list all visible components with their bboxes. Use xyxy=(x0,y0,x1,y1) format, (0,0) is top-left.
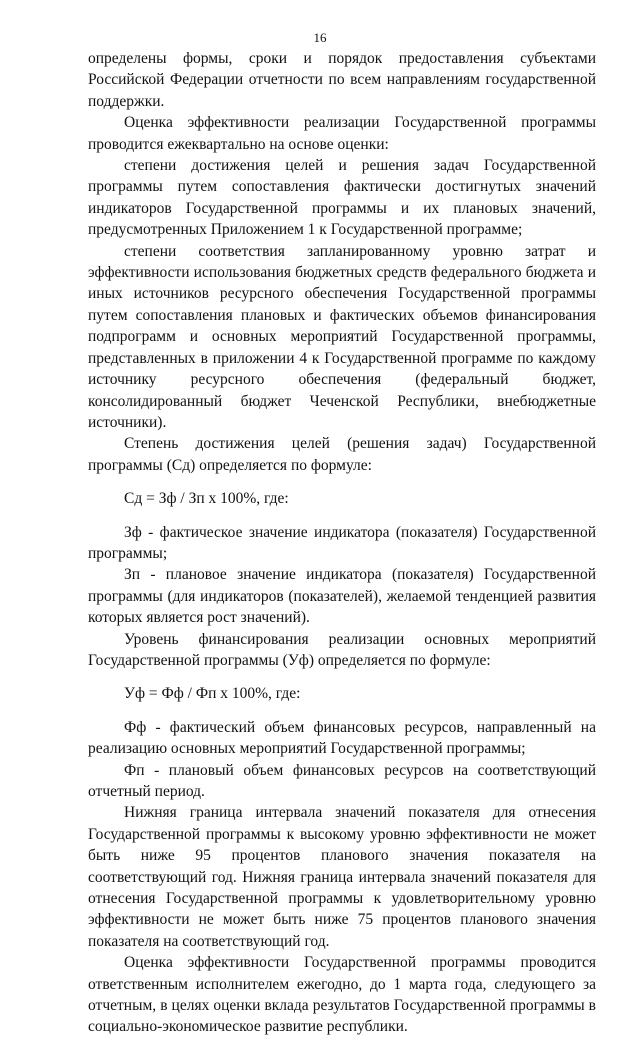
paragraph-sd-definition: Степень достижения целей (решения задач) Государственной программы (Сд) определяется по формуле: xyxy=(88,435,596,474)
paragraph-zf-definition: Зф - фактическое значение индикатора (показателя) Государственной программы; xyxy=(88,523,596,562)
paragraph-evaluation-intro: Оценка эффективности реализации Государственной программы проводится ежеквартально на основе оценки: xyxy=(88,114,596,153)
paragraph-reporting-forms: определены формы, сроки и порядок предоставления субъектами Российской Федерации отчетности по всем направлениям государственной поддержки. xyxy=(88,50,596,110)
paragraph-goal-achievement-degree: степени достижения целей и решения задач Государственной программы путем сопоставления фактически достигнутых значений индикаторов Государственной программы и их плановых значений, предусмотренных Приложением 1 к Государственной программе; xyxy=(88,157,596,239)
paragraph-fp-definition: Фп - плановый объем финансовых ресурсов на соответствующий отчетный период. xyxy=(88,761,596,800)
formula-uf: Уф = Фф / Фп х 100%, где: xyxy=(124,685,301,703)
paragraph-annual-evaluation: Оценка эффективности Государственной программы проводится ответственным исполнителем ежегодно, до 1 марта года, следующего за отчетным, в целях оценки вклада результатов Государственной программы в социально-экономическое развитие республики. xyxy=(88,954,596,1036)
paragraph-uf-definition: Уровень финансирования реализации основных мероприятий Государственной программы (Уф) определяется по формуле: xyxy=(88,630,596,669)
paragraph-zp-definition: Зп - плановое значение индикатора (показателя) Государственной программы (для индикаторов (показателей), желаемой тенденцией развития которых является рост значений). xyxy=(88,566,596,627)
document-body xyxy=(88,48,596,1038)
paragraph-efficiency-thresholds: Нижняя граница интервала значений показателя для отнесения Государственной программы к высокому уровню эффективности не может быть ниже 95 процентов планового значения показателя на соответствующий год. Нижняя граница интервала значений показателя для отнесения Государственной программы к удовлетворительному уровню эффективности не может быть ниже 75 процентов планового значения показателя на соответствующий год. xyxy=(88,804,596,950)
page-number: 16 xyxy=(313,30,327,45)
paragraph-cost-compliance-degree: степени соответствия запланированному уровню затрат и эффективности использования бюджетных средств федерального бюджета и иных источников ресурсного обеспечения Государственной программы путем сопоставления плановых и фактических объемов финансирования подпрограмм и основных мероприятий Государственной программы, представленных в приложении 4 к Государственной программе по каждому источнику ресурсного обеспечения (федеральный бюджет, консолидированный бюджет Чеченской Республики, внебюджетные источники). xyxy=(88,242,596,431)
formula-sd: Сд = Зф / Зп х 100%, где: xyxy=(124,490,289,508)
paragraph-ff-definition: Фф - фактический объем финансовых ресурсов, направленный на реализацию основных мероприятий Государственной программы; xyxy=(88,718,596,758)
